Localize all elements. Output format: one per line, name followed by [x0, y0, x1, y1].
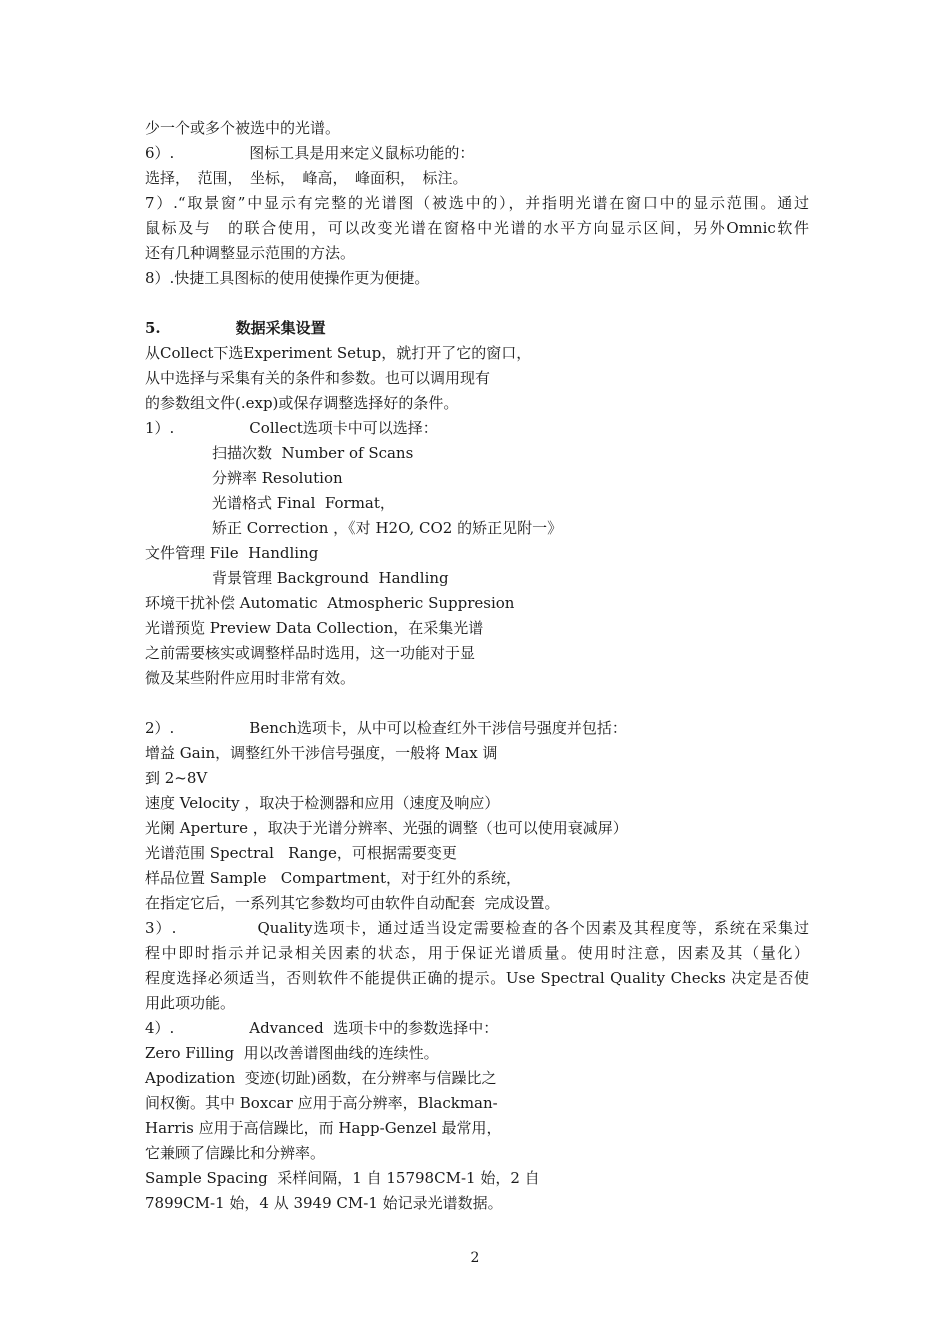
- text-line: 选择， 范围， 坐标， 峰高， 峰面积， 标注。: [145, 169, 468, 187]
- text-line: 还有几种调整显示范围的方法。: [145, 244, 356, 262]
- text-line: 从Collect下选Experiment Setup，就打开了它的窗口，: [145, 344, 532, 362]
- text-line: 8）.快捷工具图标的使用使操作更为便捷。: [145, 269, 430, 287]
- text-line: Zero Filling 用以改善谱图曲线的连续性。: [145, 1044, 439, 1062]
- list-item: 光谱预览 Preview Data Collection，在采集光谱: [145, 619, 484, 637]
- list-item: 背景管理 Background Handling: [212, 569, 449, 587]
- text-line: 3）. Quality选项卡，通过适当设定需要检查的各个因素及其程度等，系统在采集过: [145, 919, 809, 937]
- text-line: 程中即时指示并记录相关因素的状态，用于保证光谱质量。使用时注意，因素及其（量化）: [145, 944, 809, 962]
- text-line: 用此项功能。: [145, 994, 236, 1012]
- text-line: 7899CM-1 始，4 从 3949 CM-1 始记录光谱数据。: [145, 1194, 503, 1212]
- text-line: 速度 Velocity ，取决于检测器和应用（速度及响应）: [145, 794, 500, 812]
- text-line: 7）.“取景窗”中显示有完整的光谱图（被选中的），并指明光谱在窗口中的显示范围。通过: [145, 194, 809, 212]
- text-line: 样品位置 Sample Compartment，对于红外的系统，: [145, 869, 522, 887]
- list-item: 环境干扰补偿 Automatic Atmospheric Suppresion: [145, 594, 515, 612]
- text-line: 4）. Advanced 选项卡中的参数选择中：: [145, 1019, 499, 1037]
- text-line: Apodization 变迹(切趾)函数，在分辨率与信躁比之: [145, 1069, 497, 1087]
- section-heading: 5. 数据采集设置: [145, 319, 326, 337]
- text-line: 它兼顾了信躁比和分辨率。: [145, 1144, 326, 1162]
- text-line: 光谱范围 Spectral Range，可根据需要变更: [145, 844, 457, 862]
- text-line: 从中选择与采集有关的条件和参数。也可以调用现有: [145, 369, 491, 387]
- text-line: 少一个或多个被选中的光谱。: [145, 119, 341, 137]
- text-line: 光阑 Aperture ，取决于光谱分辨率、光强的调整（也可以使用衰减屏）: [145, 819, 628, 837]
- text-line: 的参数组文件(.exp)或保存调整选择好的条件。: [145, 394, 459, 412]
- list-item: 文件管理 File Handling: [145, 544, 319, 562]
- list-item: 矫正 Correction ，《对 H2O, CO2 的矫正见附一》: [212, 519, 563, 537]
- text-line: 6）. 图标工具是用来定义鼠标功能的：: [145, 144, 475, 162]
- text-line: 之前需要核实或调整样品时选用，这一功能对于显: [145, 644, 476, 662]
- text-line: 微及某些附件应用时非常有效。: [145, 669, 356, 687]
- text-line: Harris 应用于高信躁比，而 Happ-Genzel 最常用，: [145, 1119, 502, 1137]
- text-line: 1）. Collect选项卡中可以选择：: [145, 419, 438, 437]
- text-line: Sample Spacing 采样间隔，1 自 15798CM-1 始，2 自: [145, 1169, 540, 1187]
- text-line: 程度选择必须适当，否则软件不能提供正确的提示。Use Spectral Quality Checks 决定是否使: [145, 969, 809, 987]
- page-number: 2: [470, 1250, 480, 1266]
- list-item: 光谱格式 Final Format，: [212, 494, 395, 512]
- text-line: 2）. Bench选项卡，从中可以检查红外干涉信号强度并包括：: [145, 719, 627, 737]
- list-item: 分辨率 Resolution: [212, 469, 343, 487]
- text-line: 在指定它后，一系列其它参数均可由软件自动配套 完成设置。: [145, 894, 560, 912]
- text-line: 增益 Gain，调整红外干涉信号强度，一般将 Max 调: [145, 744, 498, 762]
- text-line: 间权衡。其中 Boxcar 应用于高分辨率，Blackman-: [145, 1094, 498, 1112]
- list-item: 扫描次数 Number of Scans: [212, 444, 414, 462]
- text-line: 鼠标及与 的联合使用，可以改变光谱在窗格中光谱的水平方向显示区间，另外Omnic软件: [145, 219, 809, 237]
- text-line: 到 2~8V: [145, 769, 208, 787]
